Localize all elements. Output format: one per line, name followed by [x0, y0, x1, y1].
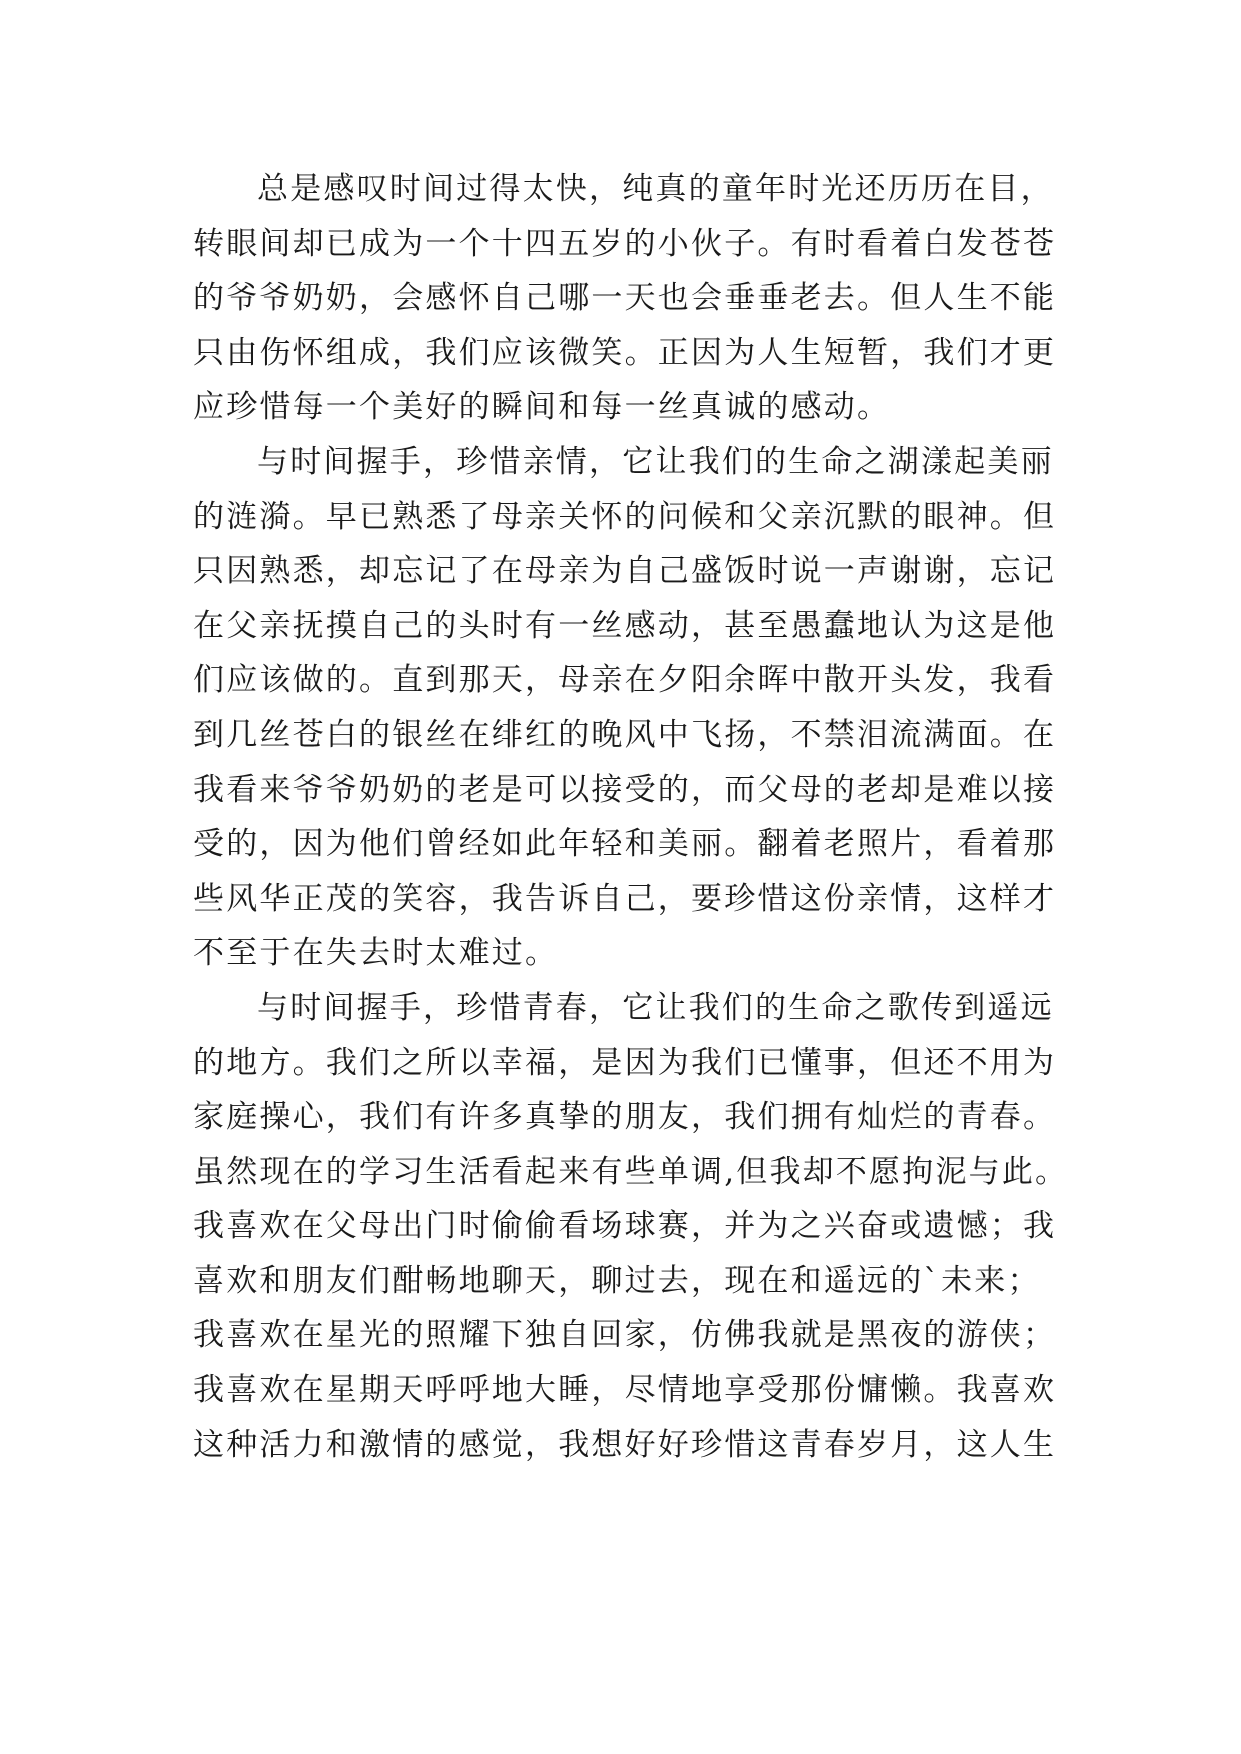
text-line: 到几丝苍白的银丝在绯红的晚风中飞扬，不禁泪流满面。在	[193, 716, 1057, 753]
text-line: 的爷爷奶奶，会感怀自己哪一天也会垂垂老去。但人生不能	[193, 280, 1057, 317]
text-line: 我喜欢在星光的照耀下独自回家，仿佛我就是黑夜的游侠；	[193, 1317, 1057, 1354]
paragraph-first-line: 与时间握手，珍惜亲情，它让我们的生命之湖漾起美丽	[257, 443, 1054, 480]
text-line: 只因熟悉，却忘记了在母亲为自己盛饭时说一声谢谢，忘记	[193, 553, 1057, 590]
paragraph-first-line: 总是感叹时间过得太快，纯真的童年时光还历历在目，	[257, 171, 1054, 207]
text-line: 的地方。我们之所以幸福，是因为我们已懂事，但还不用为	[193, 1044, 1057, 1081]
text-line: 这种活力和激情的感觉，我想好好珍惜这青春岁月，这人生	[193, 1426, 1057, 1463]
text-line: 受的，因为他们曾经如此年轻和美丽。翻着老照片，看着那	[193, 826, 1057, 863]
text-line: 虽然现在的学习生活看起来有些单调,但我却不愿拘泥与此。	[193, 1153, 1069, 1190]
text-line: 的涟漪。早已熟悉了母亲关怀的问候和父亲沉默的眼神。但	[193, 498, 1057, 535]
text-line: 家庭操心，我们有许多真挚的朋友，我们拥有灿烂的青春。	[193, 1099, 1057, 1136]
text-line: 在父亲抚摸自己的头时有一丝感动，甚至愚蠢地认为这是他	[193, 607, 1057, 644]
text-line: 些风华正茂的笑容，我告诉自己，要珍惜这份亲情，这样才	[193, 880, 1057, 917]
text-line: 我喜欢在星期天呼呼地大睡，尽情地享受那份慵懒。我喜欢	[193, 1372, 1057, 1409]
text-line: 我看来爷爷奶奶的老是可以接受的，而父母的老却是难以接	[193, 771, 1057, 808]
text-line: 们应该做的。直到那天，母亲在夕阳余晖中散开头发，我看	[193, 662, 1057, 699]
text-line: 我喜欢在父母出门时偷偷看场球赛，并为之兴奋或遗憾；我	[193, 1208, 1057, 1245]
essay-body	[193, 162, 1073, 1472]
text-line: 应珍惜每一个美好的瞬间和每一丝真诚的感动。	[193, 389, 891, 426]
text-line: 喜欢和朋友们酣畅地聊天，聊过去，现在和遥远的`未来；	[193, 1262, 1041, 1299]
text-line: 转眼间却已成为一个十四五岁的小伙子。有时看着白发苍苍	[193, 225, 1057, 262]
text-line: 只由伤怀组成，我们应该微笑。正因为人生短暂，我们才更	[193, 334, 1057, 371]
paragraph-first-line: 与时间握手，珍惜青春，它让我们的生命之歌传到遥远	[257, 989, 1054, 1026]
text-line: 不至于在失去时太难过。	[193, 935, 559, 972]
